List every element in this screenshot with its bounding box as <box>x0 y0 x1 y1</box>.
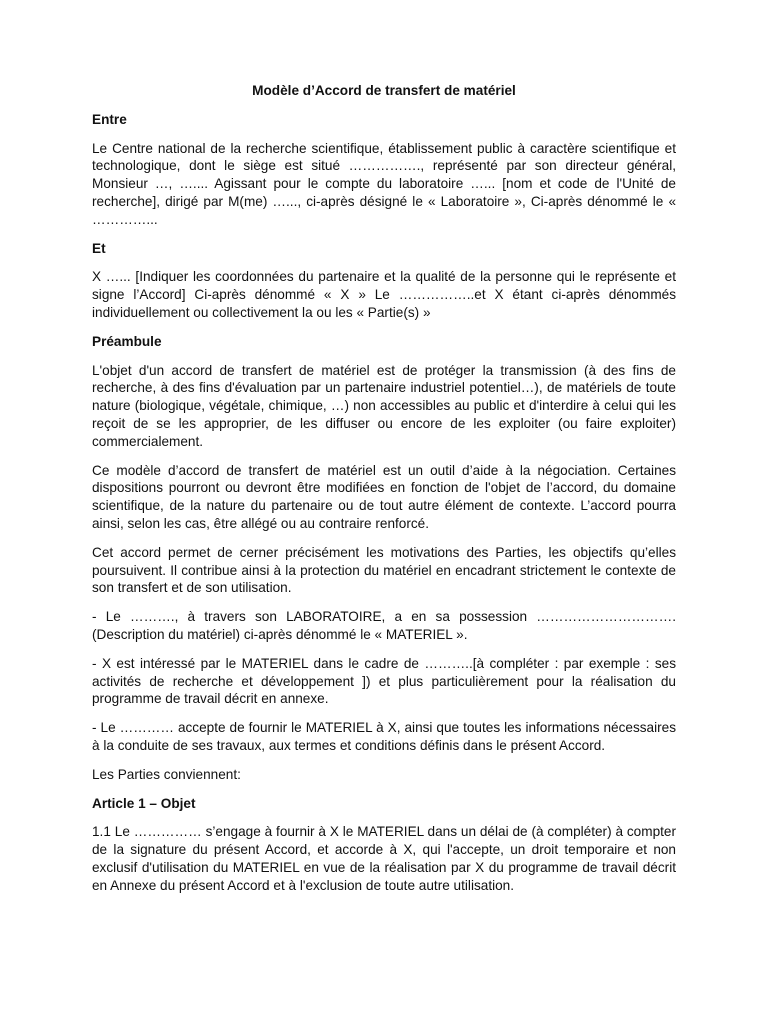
preambule-heading: Préambule <box>92 333 162 349</box>
article-1-heading: Article 1 – Objet <box>92 795 196 811</box>
preambule-item-1: - Le ………., à travers son LABORATOIRE, a en sa possession …………………………. (Description du matériel) ci-après dénommé le « MATERIEL ». <box>92 609 676 642</box>
preambule-paragraph-3: Cet accord permet de cerner précisément les motivations des Parties, les objectifs qu’elles poursuivent. Il contribue ainsi à la protection du matériel en encadrant strictement le contexte de son transfert et de son utilisation. <box>92 544 676 596</box>
parties-conviennent: Les Parties conviennent: <box>92 766 241 782</box>
document-title: Modèle d’Accord de transfert de matériel <box>252 83 516 98</box>
document-page <box>92 82 676 905</box>
article-1-paragraph-1: 1.1 Le …………… s’engage à fournir à X le MATERIEL dans un délai de (à compléter) à compter de la signature du présent Accord, et accorde à X, qui l'accepte, un droit temporaire et non exclusif d'utilisation du MATERIEL en vue de la réalisation par X du programme de travail décrit en Annexe du présent Accord et à l'exclusion de toute autre utilisation. <box>92 824 676 893</box>
preambule-paragraph-2: Ce modèle d’accord de transfert de matériel est un outil d’aide à la négociation. Certaines dispositions pourront ou devront être modifiées en fonction de l'objet de l’accord, du domaine scientifique, de la nature du partenaire ou de tout autre élément de contexte. L’accord pourra ainsi, selon les cas, être allégé ou au contraire renforcé. <box>92 462 676 531</box>
preambule-paragraph-1: L'objet d'un accord de transfert de matériel est de protéger la transmission (à des fins de recherche, à des fins d'évaluation par un partenaire industriel potentiel…), de matériels de toute nature (biologique, végétale, chimique, …) non accessibles au public et d'interdire à celui qui les reçoit de se les approprier, de les diffuser ou encore de les exploiter (ou faire exploiter) commercialement. <box>92 362 676 449</box>
entre-paragraph: Le Centre national de la recherche scientifique, établissement public à caractère scientifique et technologique, dont le siège est situé ……………., représenté par son directeur général, Monsieur …, ….... Agissant pour le compte du laboratoire …... [nom et code de l'Unité de recherche], dirigé par M(me) …..., ci-après désigné le « Laboratoire », Ci-après dénommé le « …………... <box>92 140 676 227</box>
et-paragraph: X …... [Indiquer les coordonnées du partenaire et la qualité de la personne qui le représente et signe l’Accord] Ci-après dénommé « X » Le ……………..et X étant ci-après dénommés individuellement ou collectivement la ou les « Partie(s) » <box>92 269 676 320</box>
preambule-item-3: - Le ………… accepte de fournir le MATERIEL à X, ainsi que toutes les informations nécessaires à la conduite de ses travaux, aux termes et conditions définis dans le présent Accord. <box>92 720 676 753</box>
et-heading: Et <box>92 240 106 256</box>
entre-heading: Entre <box>92 111 127 127</box>
preambule-item-2: - X est intéressé par le MATERIEL dans le cadre de ………..[à compléter : par exemple : ses activités de recherche et développement ]) et plus particulièrement pour la réalisation du programme de travail décrit en annexe. <box>92 655 676 707</box>
